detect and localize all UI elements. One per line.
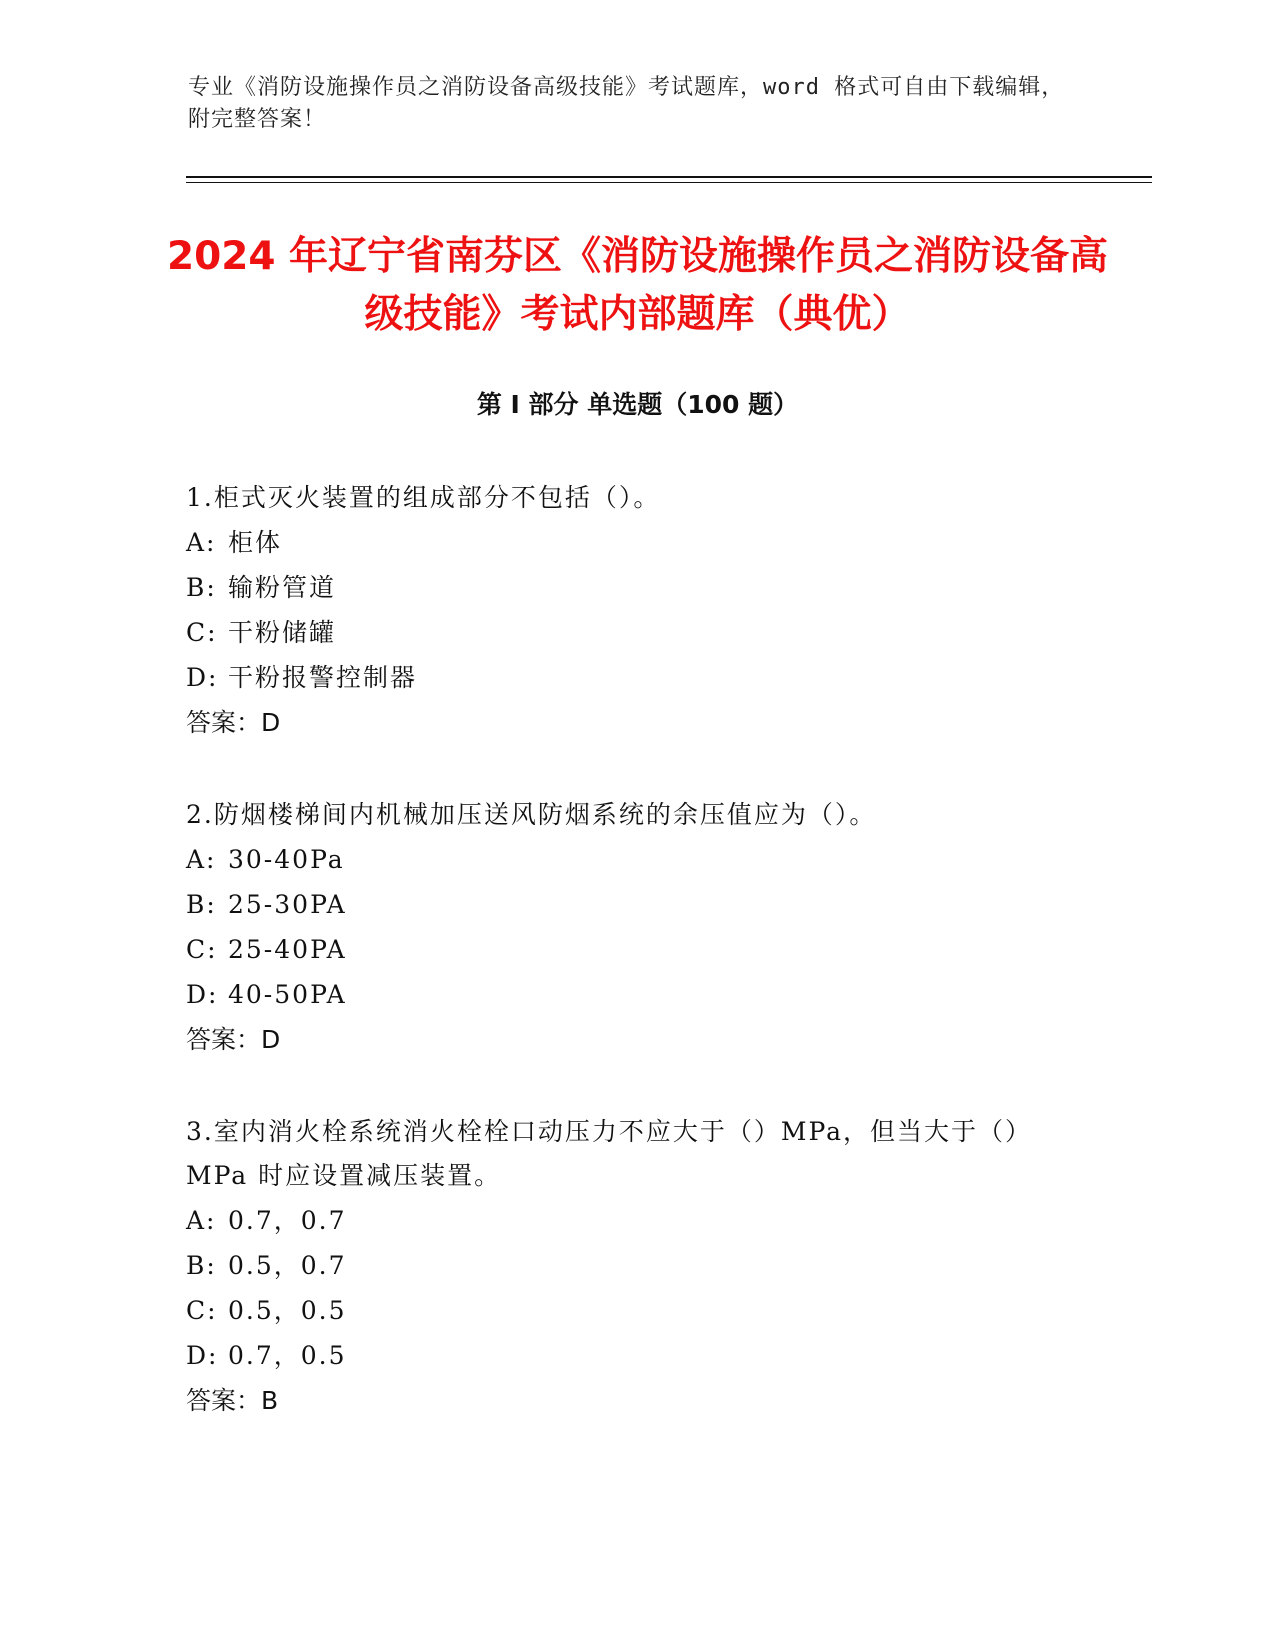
option-text: 25-30PA [228, 890, 347, 919]
section-title: 第 I 部分 单选题（100 题） [476, 390, 799, 419]
question-2 [186, 793, 1086, 1062]
option-letter: B: [186, 890, 217, 919]
question-text: 2.防烟楼梯间内机械加压送风防烟系统的余压值应为（）。 [186, 800, 877, 829]
option-letter: D: [186, 1341, 219, 1370]
option-d [186, 655, 1086, 700]
option-letter: C: [186, 618, 218, 647]
option-text: 柜体 [228, 528, 283, 557]
question-text: 3.室内消火栓系统消火栓栓口动压力不应大于（）MPa，但当大于（）MPa 时应设置减压装置。 [186, 1117, 1033, 1190]
answer-label: 答案：D [186, 708, 281, 737]
option-letter: A: [186, 528, 217, 557]
option-letter: C: [186, 1296, 218, 1325]
option-text: 0.5，0.5 [228, 1296, 347, 1325]
option-letter: C: [186, 935, 218, 964]
option-a [186, 520, 1086, 565]
option-letter: D: [186, 663, 219, 692]
option-text: 40-50PA [228, 980, 347, 1009]
option-c [186, 1288, 1086, 1333]
option-letter: A: [186, 845, 217, 874]
option-a [186, 1198, 1086, 1243]
option-c [186, 927, 1086, 972]
option-text: 0.7，0.5 [228, 1341, 347, 1370]
header-divider-thick [186, 176, 1152, 178]
option-text: 输粉管道 [228, 573, 337, 602]
option-d [186, 972, 1086, 1017]
option-letter: A: [186, 1206, 217, 1235]
header-divider-thin [186, 182, 1152, 183]
option-b [186, 565, 1086, 610]
option-a [186, 837, 1086, 882]
option-b [186, 1243, 1086, 1288]
document-title: 2024 年辽宁省南芬区《消防设施操作员之消防设备高级技能》考试内部题库（典优） [166, 234, 1109, 337]
option-text: 0.5，0.7 [228, 1251, 347, 1280]
option-text: 30-40Pa [228, 845, 345, 874]
option-letter: D: [186, 980, 219, 1009]
question-3 [186, 1110, 1086, 1423]
answer-label: 答案：B [186, 1386, 279, 1415]
answer-label: 答案：D [186, 1025, 281, 1054]
option-text: 干粉储罐 [228, 618, 337, 647]
option-d [186, 1333, 1086, 1378]
question-text: 1.柜式灭火装置的组成部分不包括（）。 [186, 483, 661, 512]
option-letter: B: [186, 573, 217, 602]
option-text: 0.7，0.7 [228, 1206, 347, 1235]
option-letter: B: [186, 1251, 217, 1280]
header-note: 专业《消防设施操作员之消防设备高级技能》考试题库，word 格式可自由下载编辑，附完整答案！ [188, 75, 1065, 132]
question-1 [186, 476, 1086, 745]
option-b [186, 882, 1086, 927]
option-c [186, 610, 1086, 655]
option-text: 干粉报警控制器 [228, 663, 418, 692]
question-list [186, 476, 1086, 1471]
option-text: 25-40PA [228, 935, 347, 964]
